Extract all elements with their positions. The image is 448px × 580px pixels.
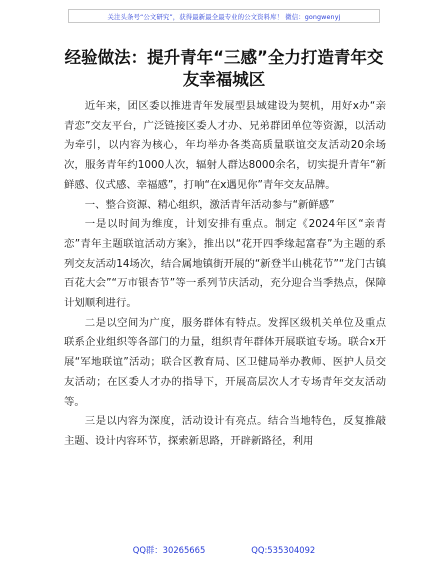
section-heading-1: 一、整合资源、精心组织，激活青年活动参与“新鲜感” <box>84 198 335 211</box>
promo-banner <box>68 9 380 23</box>
paragraph-point-2: 二是以空间为广度，服务群体有特点。发挥区级机关单位及重点联系企业组织等各部门的力量，组织青年群体开展联谊专场。联合x开展“军地联谊”活动；联合区教育局、区卫健局举办教师、医护人员交友活动；在区委人才办的指导下，开展高层次人才专场青年交友活动等。 <box>64 316 386 408</box>
document-title-line-1: 经验做法：提升青年“三感”全力打造青年交 <box>64 48 384 67</box>
document-body <box>64 97 386 452</box>
promo-banner-text: 关注头条号“公文研究”，获得最新最全最专业的公文资料库！ 微信：gongwenyj <box>107 12 341 21</box>
footer-qq: QQ:535304092 <box>251 545 316 555</box>
paragraph-point-1: 一是以时间为维度，计划安排有重点。制定《2024年区“亲青恋”青年主题联谊活动方案》，推出以“花开四季缘起富春”为主题的系列交友活动14场次，结合属地镇街开展的“新登半山桃花节”“龙门古镇百花大会”“万市银杏节”等一系列节庆活动，充分迎合当季热点，保障计划顺利进行。 <box>64 218 386 310</box>
paragraph-point-3: 三是以内容为深度，活动设计有亮点。结合当地特色，反复推敲主题、设计内容环节，探索新思路，开辟新路径，利用 <box>64 415 386 447</box>
footer-qq-group: QQ群：30265665 <box>132 545 206 555</box>
document-title-line-2: 友幸福城区 <box>182 70 266 89</box>
page-footer <box>0 544 448 556</box>
document-title <box>40 47 408 91</box>
paragraph-intro: 近年来，团区委以推进青年发展型县域建设为契机，用好x办“亲青恋”交友平台，广泛链接区委人才办、兄弟群团单位等资源，以活动为牵引，以内容为核心，年均举办各类高质量联谊交友活动20余场次，服务青年约1000人次，辐射人群达8000余名，切实提升青年“新鲜感、仪式感、幸福感”，打响“在x遇见你”青年交友品牌。 <box>64 100 386 191</box>
